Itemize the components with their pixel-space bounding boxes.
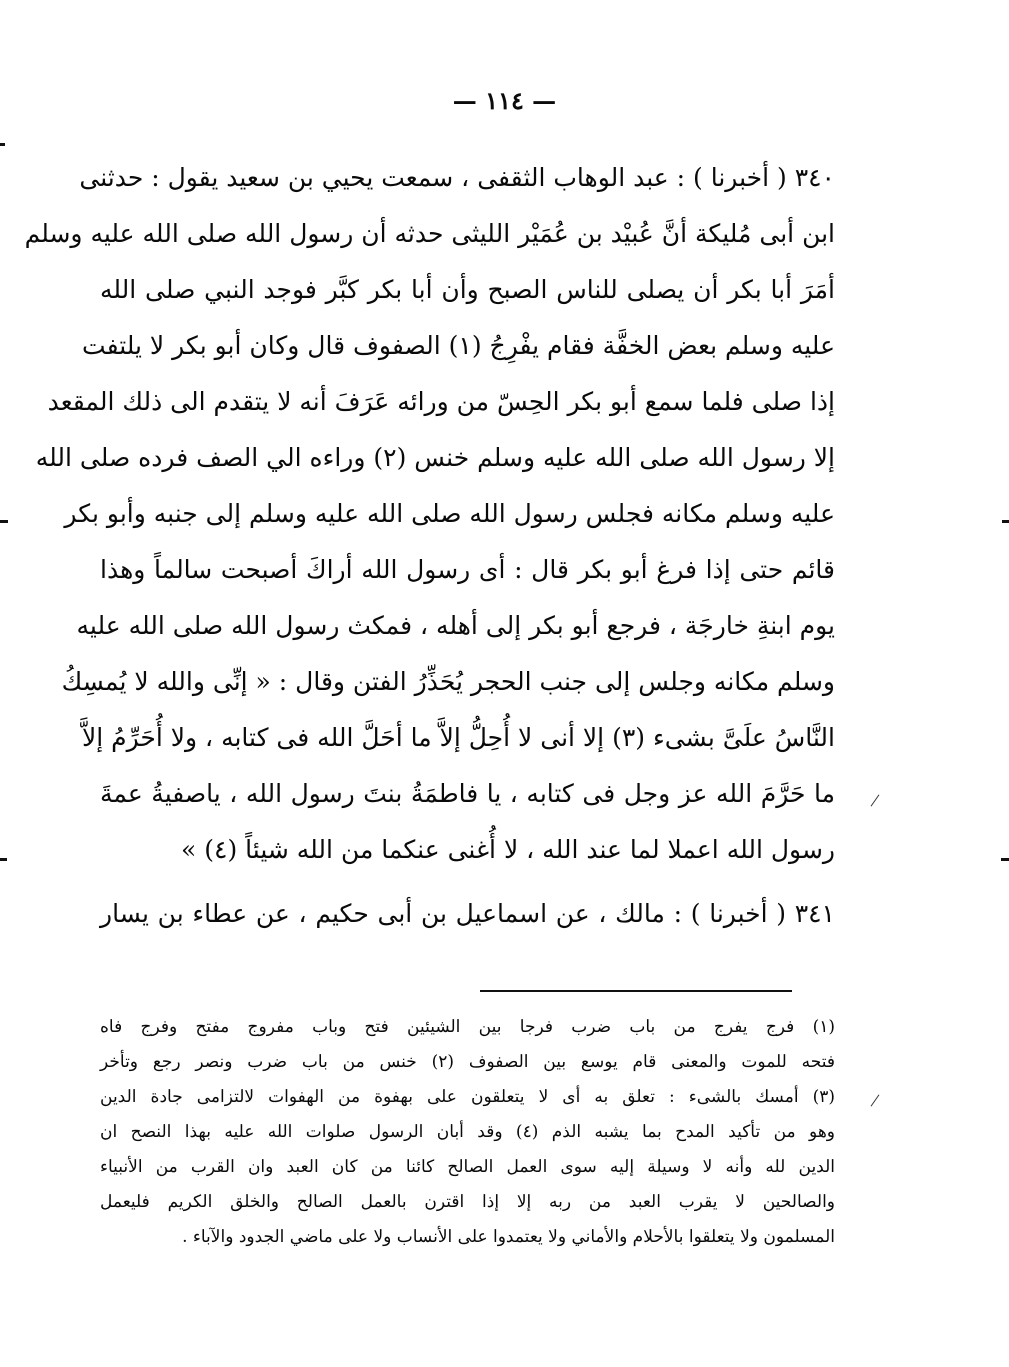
- footnote-line: المسلمون ولا يتعلقوا بالأحلام والأماني ولا يعتمدوا على الأنساب ولا على ماضي الجدود والآباء .: [182, 1227, 835, 1247]
- text-line: عليه وسلم مكانه فجلس رسول الله صلى الله عليه وسلم إلى جنبه وأبو بكر: [64, 499, 835, 528]
- text-line: عليه وسلم بعض الخفَّة فقام يفْرِجُ (١) الصفوف قال وكان أبو بكر لا يلتفت: [82, 331, 835, 360]
- scan-margin-mark: [0, 520, 8, 523]
- text-line: النَّاسُ علَىَّ بشىء (٣) إلا أنى لا أُحِلُّ إلاَّ ما أحَلَّ الله فى كتابه ، ولا أُحَرِّمُ إلاَّ: [82, 723, 835, 752]
- footnote-line: (٣) أمسك بالشىء : تعلق به أى لا يتعلقون على بهفوة من الهفوات لالتزامى جادة الدين: [100, 1087, 835, 1107]
- text-line: ما حَرَّمَ الله عز وجل فى كتابه ، يا فاطمَةُ بنتَ رسول الله ، ياصفيةُ عمةَ: [100, 779, 835, 808]
- text-line: إذا صلى فلما سمع أبو بكر الحِسّ من ورائه عَرَفَ أنه لا يتقدم الى ذلك المقعد: [47, 387, 835, 416]
- text-line: رسول الله اعملا لما عند الله ، لا أُغنى عنكما من الله شيئاً (٤) »: [181, 835, 835, 864]
- text-line: ابن أبى مُليكة أنَّ عُبيْد بن عُمَيْر الليثى حدثه أن رسول الله صلى الله عليه وسلم: [24, 219, 835, 248]
- scan-margin-mark: [0, 143, 5, 146]
- footnote-divider: [480, 990, 792, 992]
- text-line: ٣٤٠ ( أخبرنا ) : عبد الوهاب الثقفى ، سمعت يحيي بن سعيد يقول : حدثنى: [79, 163, 835, 192]
- text-line: إلا رسول الله صلى الله عليه وسلم خنس (٢) وراءه الي الصف فرده صلى الله: [35, 443, 835, 472]
- hadith-gap: [100, 878, 835, 886]
- footnote-line: وهو من تأكيد المدح بما يشبه الذم (٤) وقد أبان الرسول صلوات الله عليه بهذا النصح ان: [100, 1122, 835, 1142]
- text-line: قائم حتى إذا فرغ أبو بكر قال : أى رسول الله أراكَ أصبحت سالماً وهذا: [100, 555, 835, 584]
- scan-margin-mark: [1001, 858, 1009, 861]
- footnote-line: والصالحين لا يقرب العبد من ربه إلا إذا اقترن بالعمل الصالح والخلق الكريم فليعمل: [100, 1192, 835, 1212]
- hadith-text: [24, 150, 835, 942]
- text-line: وسلم مكانه وجلس إلى جنب الحجر يُحَذِّرُ الفتن وقال : « إنِّى والله لا يُمسِكُ: [61, 667, 835, 696]
- page-number: — ١١٤ —: [452, 86, 557, 115]
- scan-speck: [871, 794, 880, 806]
- footnote-line: الدين لله وأنه لا وسيلة إليه سوى العمل الصالح كائنا من كان العبد وان القرب من الأنبياء: [100, 1157, 835, 1177]
- next-hadith-line: ٣٤١ ( أخبرنا ) : مالك ، عن اسماعيل بن أبى حكيم ، عن عطاء بن يسار: [100, 899, 835, 928]
- footnote-line: (١) فرج يفرج من باب ضرب فرجا بين الشيئين فتح وباب مفروج مفتح وفرج فاه: [100, 1017, 835, 1037]
- footnote-line: فتحه للموت والمعنى قام يوسع بين الصفوف (٢) خنس من باب ضرب ونصر رجع وتأخر: [100, 1052, 835, 1072]
- scan-speck: [871, 1094, 880, 1106]
- text-line: أمَرَ أبا بكر أن يصلى للناس الصبح وأن أبا بكر كبَّر فوجد النبي صلى الله: [100, 275, 835, 304]
- scan-margin-mark: [0, 858, 7, 861]
- footnotes: [100, 1010, 835, 1255]
- text-line: يوم ابنةِ خارجَة ، فرجع أبو بكر إلى أهله ، فمكث رسول الله صلى الله عليه: [76, 611, 835, 640]
- scan-margin-mark: [1002, 520, 1009, 523]
